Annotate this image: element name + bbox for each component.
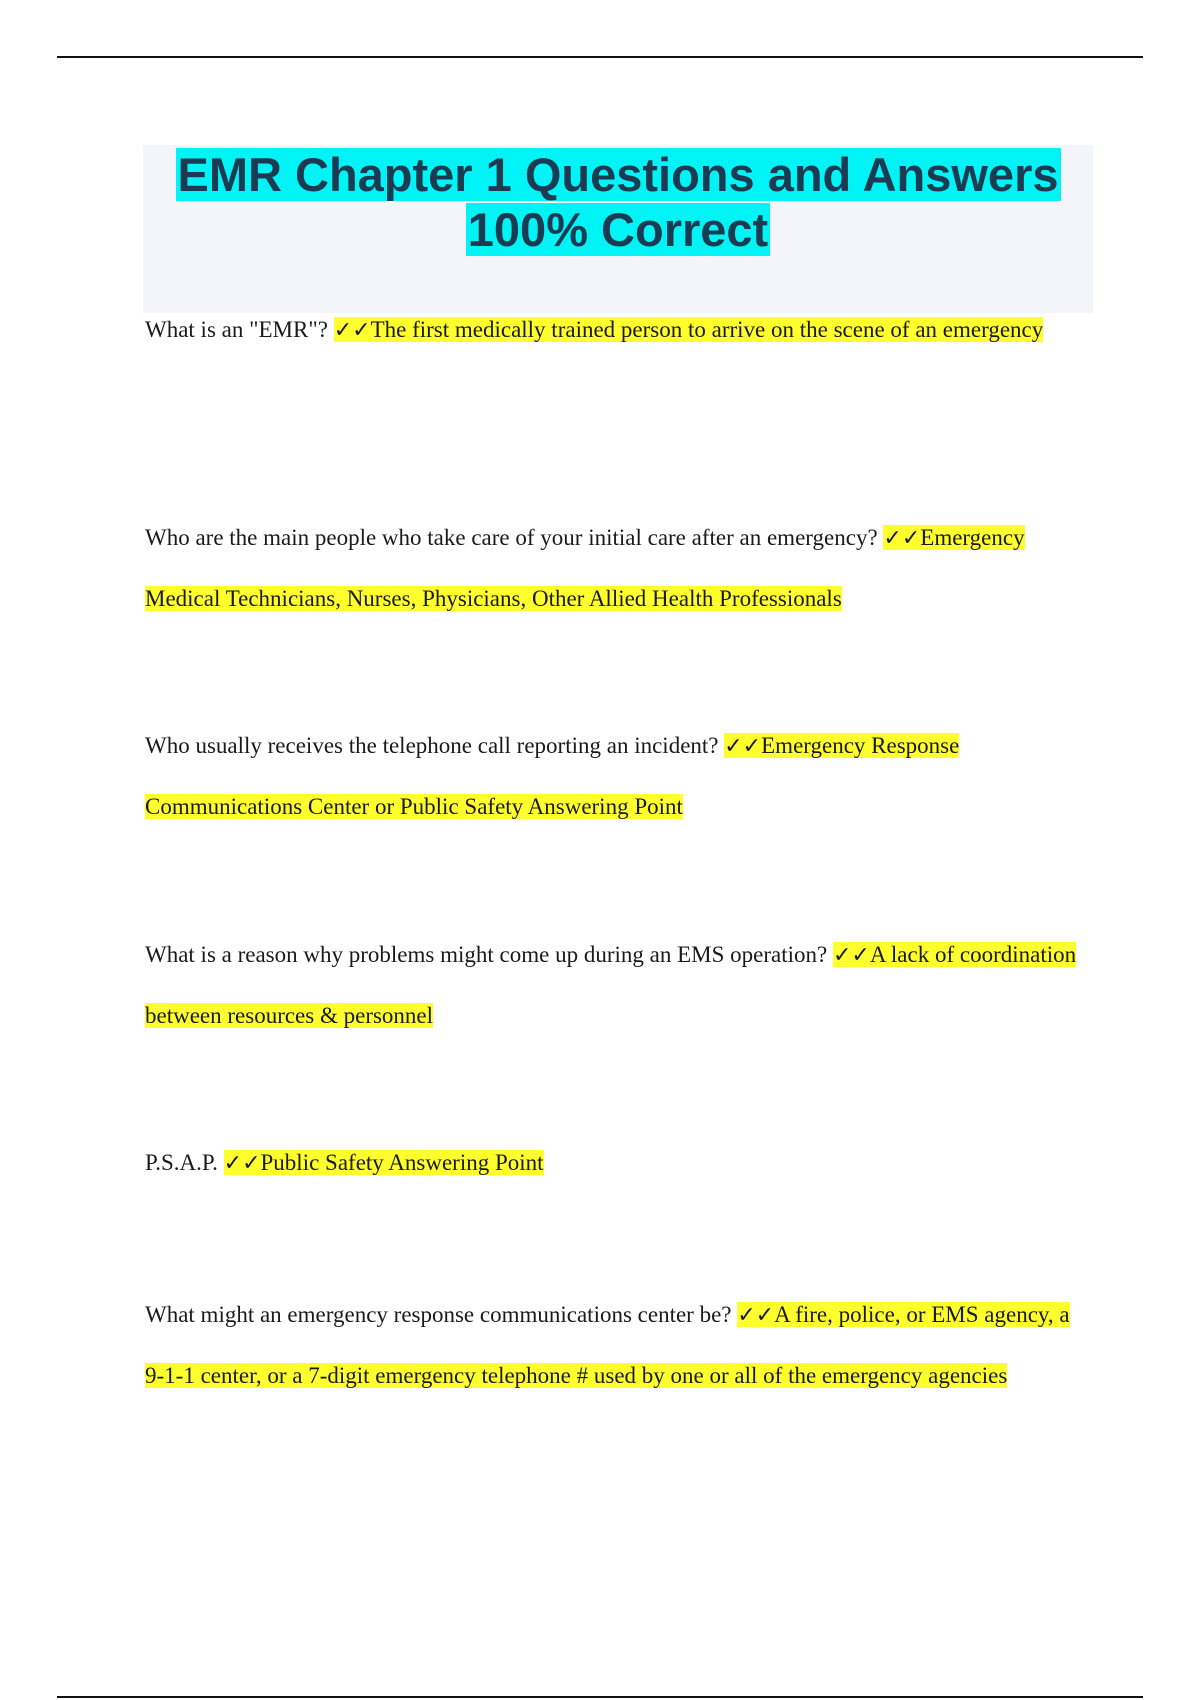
double-check-icon: ✓✓ (832, 943, 870, 968)
double-check-icon: ✓✓ (223, 1151, 261, 1176)
question-text: Who are the main people who take care of your initial care after an emergency? (145, 525, 878, 550)
double-check-icon: ✓✓ (724, 734, 762, 759)
answer-text: The first medically trained person to arrive on the scene of an emergency (370, 317, 1044, 342)
document-title (143, 145, 1093, 257)
question-text: What is a reason why problems might come up during an EMS operation? (145, 942, 828, 967)
question-text: P.S.A.P. (145, 1150, 218, 1175)
answer-highlight (224, 1150, 544, 1175)
bottom-rule (57, 1696, 1143, 1698)
qa-item (145, 508, 1085, 629)
title-line-1: EMR Chapter 1 Questions and Answers (177, 148, 1059, 201)
top-rule (57, 56, 1143, 58)
answer-text: A fire, police, or EMS agency, a 9-1-1 center, or a 7-digit emergency telephone # used by one or all of the emergency agencies (145, 1302, 1070, 1388)
title-line-2: 100% Correct (467, 203, 769, 256)
title-block (143, 145, 1093, 313)
double-check-icon: ✓✓ (883, 526, 921, 551)
double-check-icon: ✓✓ (737, 1303, 775, 1328)
answer-text: A lack of coordination between resources & personnel (145, 942, 1077, 1028)
answer-text: Emergency Medical Technicians, Nurses, Physicians, Other Allied Health Professionals (145, 525, 1025, 611)
qa-item (145, 1285, 1085, 1406)
answer-text: Public Safety Answering Point (260, 1150, 544, 1175)
qa-item (145, 716, 1085, 837)
qa-item (145, 300, 1085, 361)
question-text: What is an "EMR"? (145, 317, 328, 342)
qa-item (145, 925, 1085, 1046)
answer-text: Emergency Response Communications Center or Public Safety Answering Point (145, 733, 960, 819)
question-text: What might an emergency response communications center be? (145, 1302, 732, 1327)
double-check-icon: ✓✓ (333, 318, 371, 343)
qa-item (145, 1133, 1085, 1194)
question-text: Who usually receives the telephone call reporting an incident? (145, 733, 719, 758)
answer-highlight (334, 317, 1044, 342)
